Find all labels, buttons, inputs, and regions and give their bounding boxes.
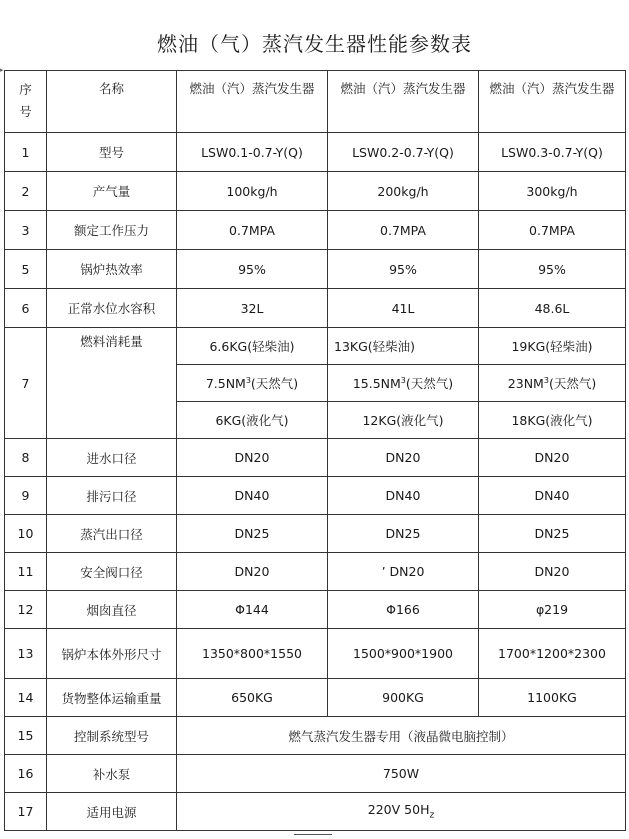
row-name: 产气量 (47, 172, 177, 211)
row-value: DN20 (177, 553, 328, 591)
row-no: 12 (5, 591, 47, 629)
row-value: 1700*1200*2300 (479, 629, 626, 679)
row-value: DN25 (328, 515, 479, 553)
table-row (5, 591, 626, 629)
row-value: LSW0.3-0.7-Y(Q) (479, 133, 626, 172)
table-row (5, 515, 626, 553)
row-value-merged: 燃气蒸汽发生器专用（液晶微电脑控制） (177, 717, 626, 755)
row-no: 11 (5, 553, 47, 591)
row-value: DN20 (479, 553, 626, 591)
row-name: 正常水位水容积 (47, 289, 177, 328)
row-value: DN40 (479, 477, 626, 515)
row-value-merged: 750W (177, 755, 626, 793)
row-name: 锅炉热效率 (47, 250, 177, 289)
row-value: 1500*900*1900 (328, 629, 479, 679)
row-name: 蒸汽出口径 (47, 515, 177, 553)
row-no: 17 (5, 793, 47, 831)
row-no: 8 (5, 439, 47, 477)
fuel-oil-value: 19KG(轻柴油) (479, 328, 626, 365)
table-row (5, 250, 626, 289)
row-value: ’ DN20 (328, 553, 479, 591)
row-name: 进水口径 (47, 439, 177, 477)
row-name: 锅炉本体外形尺寸 (47, 629, 177, 679)
table-row-merged (5, 793, 626, 831)
table-row (5, 477, 626, 515)
row-name: 适用电源 (47, 793, 177, 831)
row-value: 200kg/h (328, 172, 479, 211)
header-seq: 序号 (5, 71, 47, 133)
row-no: 3 (5, 211, 47, 250)
row-no: 16 (5, 755, 47, 793)
table-row-merged (5, 755, 626, 793)
row-value: DN40 (177, 477, 328, 515)
header-col3: 燃油（汽）蒸汽发生器 (479, 71, 626, 133)
row-value: Φ144 (177, 591, 328, 629)
row-value: 1350*800*1550 (177, 629, 328, 679)
row-value: 95% (328, 250, 479, 289)
header-col1: 燃油（汽）蒸汽发生器 (177, 71, 328, 133)
row-value: DN20 (479, 439, 626, 477)
table-row (5, 439, 626, 477)
row-no: 9 (5, 477, 47, 515)
row-value: DN25 (177, 515, 328, 553)
fuel-lpg-value: 6KG(液化气) (177, 402, 328, 439)
row-value: 300kg/h (479, 172, 626, 211)
row-value: DN40 (328, 477, 479, 515)
row-name: 补水泵 (47, 755, 177, 793)
table-row (5, 553, 626, 591)
row-value: DN25 (479, 515, 626, 553)
row-value: 48.6L (479, 289, 626, 328)
table-row (5, 172, 626, 211)
row-value: DN20 (177, 439, 328, 477)
row-name: 燃料消耗量 (47, 328, 177, 439)
row-name: 安全阀口径 (47, 553, 177, 591)
row-name: 排污口径 (47, 477, 177, 515)
row-value: LSW0.2-0.7-Y(Q) (328, 133, 479, 172)
row-value: 0.7MPA (177, 211, 328, 250)
fuel-lpg-value: 12KG(液化气) (328, 402, 479, 439)
row-value: DN20 (328, 439, 479, 477)
table-row-merged (5, 717, 626, 755)
row-no: 14 (5, 679, 47, 717)
row-value: Φ166 (328, 591, 479, 629)
row-no: 13 (5, 629, 47, 679)
row-name: 额定工作压力 (47, 211, 177, 250)
row-value: 100kg/h (177, 172, 328, 211)
row-value: 650KG (177, 679, 328, 717)
row-value-merged: 220V $50H_z$ (177, 793, 626, 831)
row-name: 控制系统型号 (47, 717, 177, 755)
table-row (5, 679, 626, 717)
fuel-lpg-value: 18KG(液化气) (479, 402, 626, 439)
fuel-row-oil (5, 328, 626, 365)
row-value: 0.7MPA (479, 211, 626, 250)
row-name: 货物整体运输重量 (47, 679, 177, 717)
row-no: 5 (5, 250, 47, 289)
row-name: 烟囱直径 (47, 591, 177, 629)
table-row (5, 211, 626, 250)
row-no: 2 (5, 172, 47, 211)
row-no: 7 (5, 328, 47, 439)
row-value: 41L (328, 289, 479, 328)
row-no: 15 (5, 717, 47, 755)
header-name: 名称 (47, 71, 177, 133)
corner-mark: ▸ (0, 66, 4, 74)
row-value: 900KG (328, 679, 479, 717)
fuel-gas-value: $15.5NM^3$(天然气) (328, 365, 479, 402)
row-value: 95% (177, 250, 328, 289)
row-value: LSW0.1-0.7-Y(Q) (177, 133, 328, 172)
row-name: 型号 (47, 133, 177, 172)
row-no: 6 (5, 289, 47, 328)
row-no: 1 (5, 133, 47, 172)
bottom-mark (294, 834, 332, 835)
row-no: 10 (5, 515, 47, 553)
row-value: φ219 (479, 591, 626, 629)
fuel-oil-value: 6.6KG(轻柴油) (177, 328, 328, 365)
table-row (5, 629, 626, 679)
table-row (5, 289, 626, 328)
row-value: 0.7MPA (328, 211, 479, 250)
row-value: 1100KG (479, 679, 626, 717)
page-title: 燃油（气）蒸汽发生器性能参数表 (157, 32, 472, 56)
row-value: 95% (479, 250, 626, 289)
fuel-gas-value: $7.5NM^3$(天然气) (177, 365, 328, 402)
fuel-gas-value: $23NM^3$(天然气) (479, 365, 626, 402)
header-row (5, 71, 626, 133)
header-col2: 燃油（汽）蒸汽发生器 (328, 71, 479, 133)
spec-table (4, 70, 626, 831)
table-row (5, 133, 626, 172)
row-value: 32L (177, 289, 328, 328)
fuel-oil-value: 13KG(轻柴油) (328, 328, 479, 365)
